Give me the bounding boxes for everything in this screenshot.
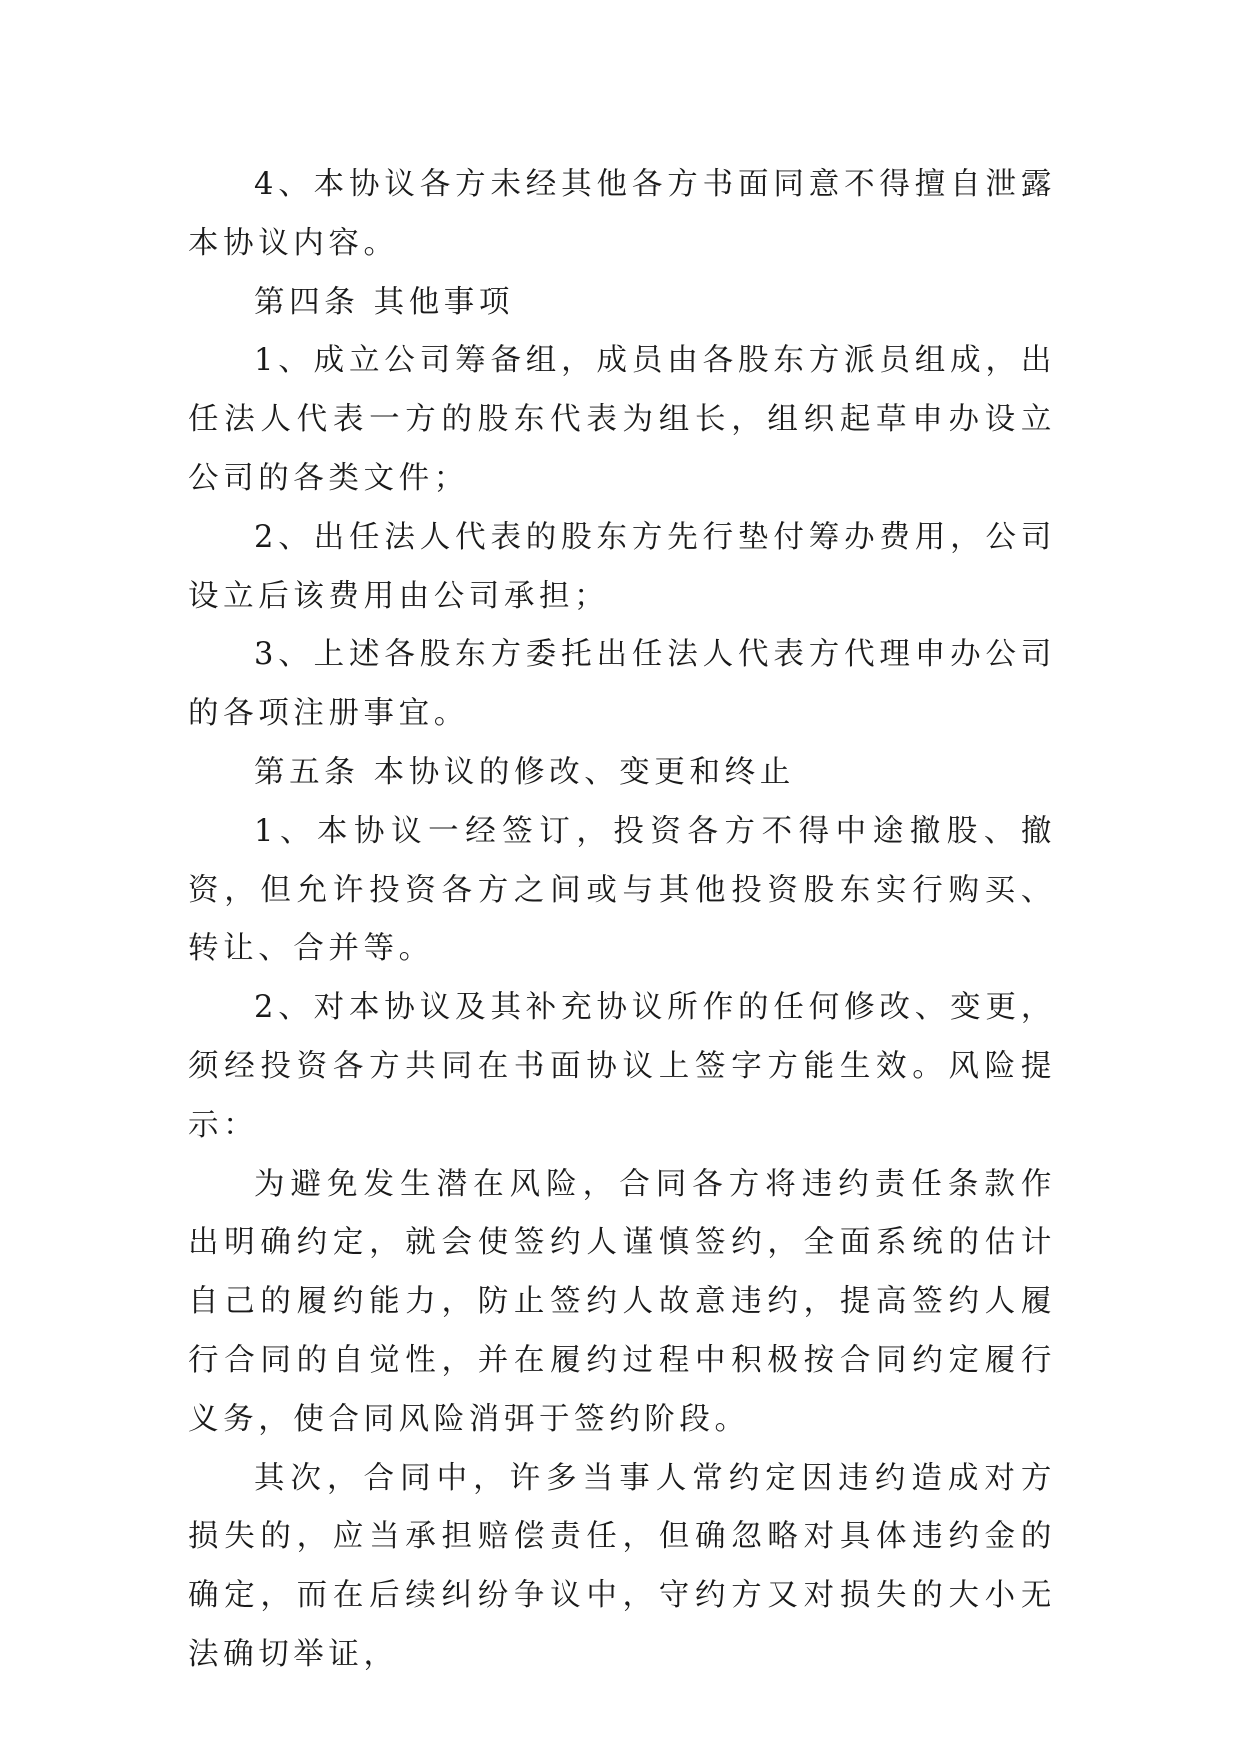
- paragraph-confidentiality: 4、本协议各方未经其他各方书面同意不得擅自泄露本协议内容。: [188, 167, 1056, 261]
- paragraph-amendments: 2、对本协议及其补充协议所作的任何修改、变更，须经投资各方共同在书面协议上签字方能生效。风险提示：: [188, 990, 1056, 1143]
- heading-article-four: 第四条 其他事项: [254, 284, 514, 320]
- paragraph-damages: 其次，合同中，许多当事人常约定因违约造成对方损失的，应当承担赔偿责任，但确忽略对具体违约金的确定，而在后续纠纷争议中，守约方又对损失的大小无法确切举证，: [188, 1460, 1056, 1672]
- document-body: [188, 156, 1056, 1685]
- paragraph-no-withdrawal: 1、本协议一经签订，投资各方不得中途撤股、撤资，但允许投资各方之间或与其他投资股东实行购买、转让、合并等。: [188, 813, 1056, 967]
- paragraph-risk-avoidance: 为避免发生潜在风险，合同各方将违约责任条款作出明确约定，就会使签约人谨慎签约，全面系统的估计自己的履约能力，防止签约人故意违约，提高签约人履行合同的自觉性，并在履约过程中积极按合同约定履行义务，使合同风险消弭于签约阶段。: [188, 1166, 1056, 1437]
- paragraph-preparatory-group: 1、成立公司筹备组，成员由各股东方派员组成，出任法人代表一方的股东代表为组长，组织起草申办设立公司的各类文件；: [188, 343, 1056, 496]
- heading-article-five: 第五条 本协议的修改、变更和终止: [254, 754, 795, 790]
- paragraph-preparation-costs: 2、出任法人代表的股东方先行垫付筹办费用，公司设立后该费用由公司承担；: [188, 519, 1056, 614]
- paragraph-registration: 3、上述各股东方委托出任法人代表方代理申办公司的各项注册事宜。: [188, 637, 1056, 732]
